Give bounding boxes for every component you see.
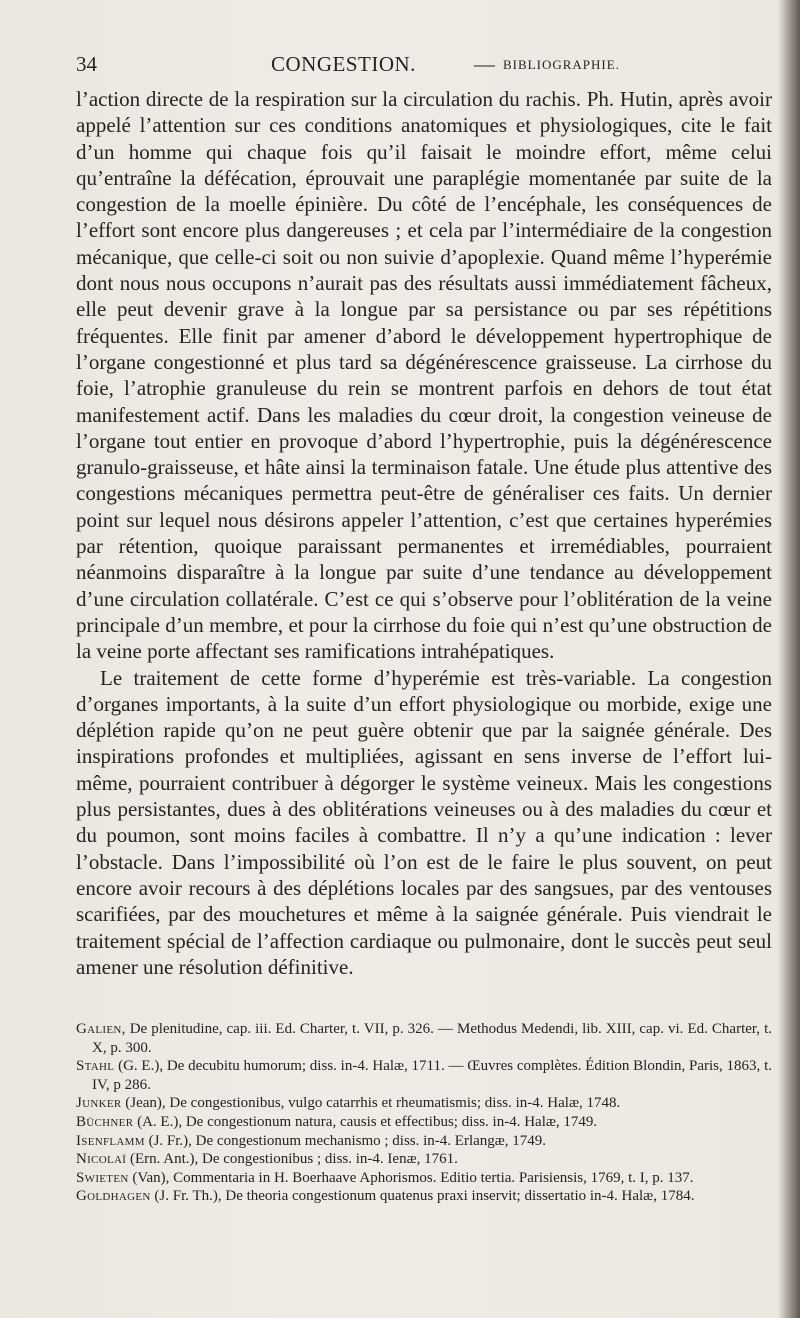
page-edge-shadow [778, 0, 800, 1318]
page-number: 34 [76, 52, 97, 76]
bib-author: Isenflamm [76, 1132, 145, 1149]
bib-author: Galien, [76, 1021, 126, 1037]
bib-text: (G. E.), De decubitu humorum; diss. in-4. Halæ, 1711. — Œuvres complètes. Édition Blondin, Paris, 1863, t. IV, p 286. [92, 1058, 772, 1093]
bib-author: Goldhagen [76, 1188, 151, 1205]
bib-text: De plenitudine, cap. iii. Ed. Charter, t. VII, p. 326. — Methodus Medendi, lib. XIII, cap. vi. Ed. Charter, t. X, p. 300. [92, 1021, 772, 1056]
bib-entry [76, 1020, 772, 1057]
bib-text: (Van), Commentaria in H. Boerhaave Aphorismos. Editio tertia. Parisiensis, 1769, t. I, p. 137. [128, 1169, 694, 1186]
bib-author: Swieten [76, 1169, 129, 1186]
bib-text: (J. Fr. Th.), De theoria congestionum quatenus praxi inservit; dissertatio in-4. Halæ, 1784. [150, 1188, 695, 1205]
bib-author: Nicolaï [76, 1151, 127, 1168]
bib-author: Büchner [76, 1113, 134, 1130]
paragraph-1: l’action directe de la respiration sur la circulation du rachis. Ph. Hutin, après avoir appelé l’attention sur ces conditions anatomiques et physiologiques, cite le fait d’un homme qui chaque fois qu’il faisait le moindre effort, même celui qu’entraîne la défécation, éprouvait une paraplégie momentanée par suite de la congestion de la moelle épinière. Du côté de l’encéphale, les conséquences de l’effort sont encore plus dangereuses ; et cela par l’intermédiaire de la congestion mécanique, que celle-ci soit ou non suivie d’apoplexie. Quand même l’hyperémie dont nous nous occupons n’aurait pas des résultats aussi immédiatement fâcheux, elle peut devenir grave à la longue par sa persistance ou par ses répétitions fréquentes. Elle finit par amener d’abord le développement hypertrophique de l’organe congestionné et plus tard sa dégénérescence graisseuse. La cirrhose du foie, l’atrophie granuleuse du rein se montrent parfois en dehors de tout état manifestement actif. Dans les maladies du cœur droit, la congestion veineuse de l’organe tout entier en provoque d’abord l’hypertrophie, puis la dégénérescence granulo-graisseuse, et hâte ainsi la terminaison fatale. Une étude plus attentive des congestions mécaniques permettra peut-être de généraliser ces faits. Un dernier point sur lequel nous désirons appeler l’attention, c’est que certaines hyperémies par rétention, quoique paraissant permanentes et irremédiables, pourraient néanmoins disparaître à la longue par suite d’une tendance au développement d’une circulation collatérale. C’est ce qui s’observe pour l’oblitération de la veine principale d’un membre, et pour la cirrhose du foie qui n’est qu’une obstruction de la veine porte affectant ses ramifications intrahépatiques. [76, 87, 772, 664]
bib-entry [76, 1113, 772, 1132]
bib-entry [76, 1057, 772, 1094]
bib-entry [76, 1169, 772, 1188]
bib-text: (A. E.), De congestionum natura, causis et effectibus; diss. in-4. Halæ, 1749. [133, 1113, 598, 1130]
bibliography [76, 1020, 772, 1206]
bib-text: (J. Fr.), De congestionum mechanismo ; diss. in-4. Erlangæ, 1749. [144, 1132, 547, 1149]
bib-entry [76, 1094, 772, 1113]
bib-entry [76, 1150, 772, 1169]
bib-entry [76, 1187, 772, 1206]
bib-author: Junker [76, 1095, 122, 1112]
bib-text: (Ern. Ant.), De congestionibus ; diss. in-4. Ienæ, 1761. [126, 1151, 458, 1168]
bib-author: Stahl [76, 1058, 115, 1075]
body-text [76, 86, 772, 980]
running-header [76, 52, 776, 78]
bib-entry [76, 1132, 772, 1151]
bib-text: (Jean), De congestionibus, vulgo catarrhis et rheumatismis; diss. in-4. Halæ, 1748. [121, 1095, 621, 1112]
paragraph-2: Le traitement de cette forme d’hyperémie est très-variable. La congestion d’organes importants, à la suite d’un effort physiologique ou morbide, exige une déplétion rapide qu’on ne peut guère obtenir que par la saignée générale. Des inspirations profondes et multipliées, agissant en sens inverse de l’effort lui-même, pourraient contribuer à dégorger le système veineux. Mais les congestions plus persistantes, dues à des oblitérations veineuses ou à des maladies du cœur et du poumon, sont moins faciles à combattre. Il n’y a qu’une indication : lever l’obstacle. Dans l’impossibilité où l’on est de le faire le plus souvent, on peut encore avoir recours à des déplétions locales par des sangsues, par des ventouses scarifiées, par des mouchetures et même à la saignée générale. Puis viendrait le traitement spécial de l’affection cardiaque ou pulmonaire, dont le succès peut seul amener une résolution définitive. [76, 665, 772, 979]
header-dash: — [474, 52, 495, 76]
header-title: CONGESTION. [271, 52, 416, 76]
header-section: BIBLIOGRAPHIE. [503, 57, 620, 72]
